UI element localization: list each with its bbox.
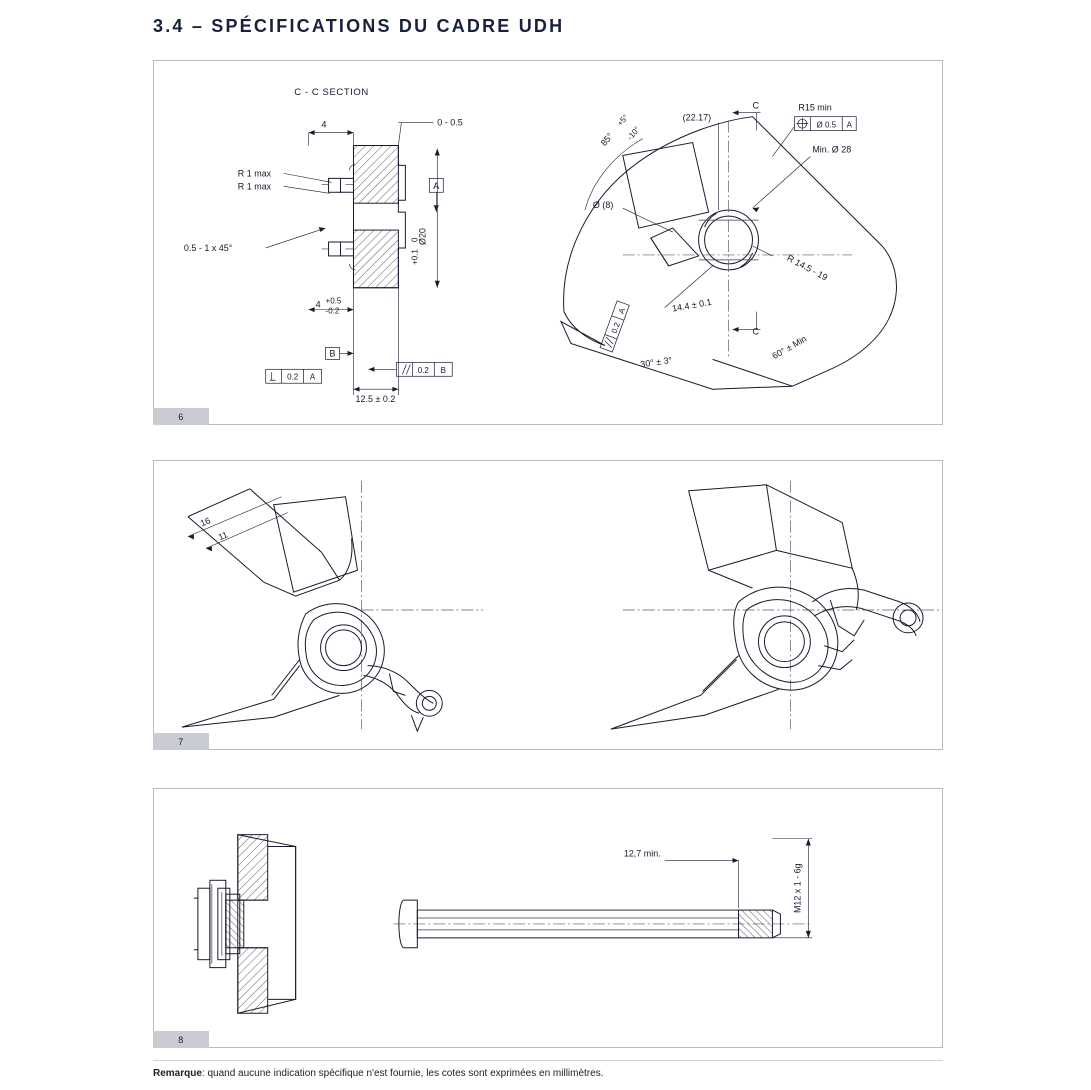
footnote-label: Remarque bbox=[153, 1068, 202, 1079]
dim-min-d28: Min. Ø 28 bbox=[812, 144, 852, 155]
figure-8 bbox=[153, 788, 943, 1048]
figure-8-svg bbox=[154, 789, 942, 1047]
hub-section bbox=[194, 835, 296, 1014]
right-dropout-view bbox=[611, 481, 942, 729]
svg-text:Ø 0.5: Ø 0.5 bbox=[816, 120, 837, 130]
dim-4-bottom: 4 bbox=[315, 299, 321, 310]
figure-7-drawing bbox=[154, 461, 942, 749]
svg-text:A: A bbox=[846, 120, 852, 130]
fcf-left bbox=[266, 369, 322, 383]
dim-14-4: 14.4 ± 0.1 bbox=[671, 296, 713, 314]
dim-30deg: 30° ± 3° bbox=[639, 354, 673, 370]
svg-text:A: A bbox=[309, 372, 316, 382]
dim-d8: Ø (8) bbox=[592, 200, 614, 211]
through-axle bbox=[393, 839, 812, 948]
figure-7 bbox=[153, 460, 943, 750]
figure-6-drawing bbox=[154, 61, 942, 424]
dim-4-tol-upper: +0.5 bbox=[325, 296, 342, 306]
section-mark-c-bottom: C bbox=[752, 326, 759, 337]
dim-r15: R15 min bbox=[798, 102, 832, 113]
fcf-lower bbox=[600, 301, 629, 352]
dim-d20-tol-upper: +0.1 bbox=[410, 249, 420, 265]
label-chamfer: 0.5 - 1 x 45° bbox=[183, 242, 233, 253]
svg-text:A: A bbox=[616, 307, 628, 316]
left-dropout-view bbox=[182, 481, 483, 731]
svg-text:0.2: 0.2 bbox=[287, 372, 299, 382]
footnote bbox=[153, 1068, 603, 1079]
page-title: 3.4 – SPÉCIFICATIONS DU CADRE UDH bbox=[153, 16, 565, 36]
fcf-position bbox=[794, 117, 856, 131]
dim-11: 11 bbox=[216, 529, 230, 543]
figure-6-svg bbox=[154, 61, 942, 424]
label-r1-max-2: R 1 max bbox=[237, 181, 272, 192]
dim-22-17: (22.17) bbox=[682, 112, 712, 123]
dim-r14-5: R 14.5 - 19 bbox=[785, 252, 830, 283]
dim-m12: M12 x 1 - 6g bbox=[792, 863, 803, 914]
svg-text:0.2: 0.2 bbox=[417, 365, 429, 375]
figure-7-svg bbox=[154, 461, 942, 749]
svg-text:0.2: 0.2 bbox=[609, 321, 622, 335]
dim-85-tol-dn: -10° bbox=[625, 124, 642, 142]
dim-12-5: 12.5 ± 0.2 bbox=[355, 394, 396, 405]
dim-16: 16 bbox=[198, 515, 212, 529]
datum-a: A bbox=[433, 180, 440, 191]
dim-0-0-5: 0 - 0.5 bbox=[437, 117, 463, 128]
section-label: C - C SECTION bbox=[294, 86, 369, 98]
dropout-view bbox=[561, 101, 912, 389]
svg-text:B: B bbox=[440, 365, 446, 375]
datum-b: B bbox=[329, 348, 336, 359]
label-r1-max-1: R 1 max bbox=[237, 168, 272, 179]
figure-tag: 7 bbox=[153, 733, 209, 750]
footnote-text: : quand aucune indication spécifique n'est fournie, les cotes sont exprimées en millimètres. bbox=[201, 1068, 604, 1079]
dim-d20-tol-lower: 0 bbox=[410, 237, 420, 243]
dim-60deg: 60° ± Min bbox=[770, 333, 809, 362]
dim-4-tol-lower: -0.2 bbox=[325, 306, 340, 316]
fcf-right bbox=[396, 362, 452, 376]
figure-tag: 8 bbox=[153, 1031, 209, 1048]
dim-d20: Ø20 bbox=[417, 228, 428, 245]
dim-85deg: 85° bbox=[598, 131, 616, 148]
figure-8-drawing bbox=[154, 789, 942, 1047]
note-divider bbox=[153, 1060, 943, 1061]
dim-12-7: 12,7 min. bbox=[623, 848, 661, 859]
figure-tag: 6 bbox=[153, 408, 209, 425]
section-mark-c-top: C bbox=[752, 100, 759, 111]
dim-4-top: 4 bbox=[321, 119, 327, 130]
figure-6 bbox=[153, 60, 943, 425]
dim-85-tol-up: +5° bbox=[615, 112, 631, 128]
